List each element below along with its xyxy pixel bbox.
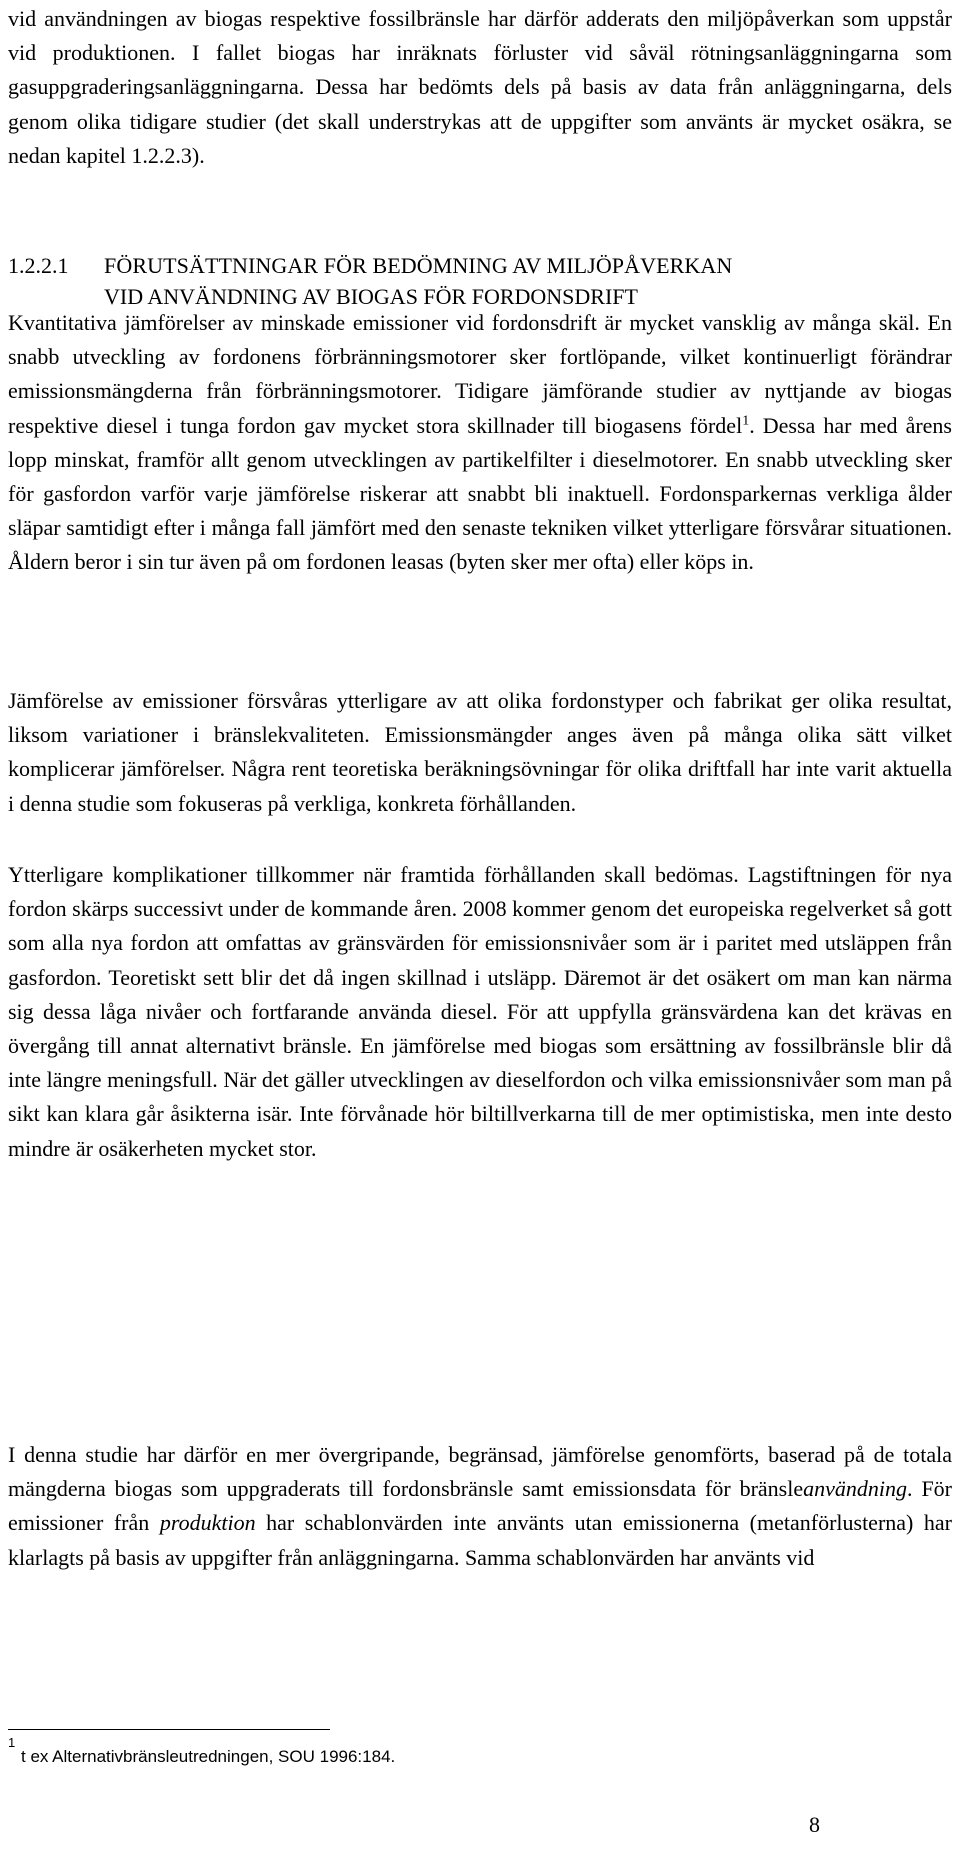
- footnote-text: t ex Alternativbränsleutredningen, SOU 1996:184.: [21, 1747, 396, 1766]
- paragraph-4-text-c: har schablonvärden inte använts utan emissionerna (metanförlusterna) har klarlagts på basis av uppgifter från anläggningarna. Samma schablonvärden har använts vid: [8, 1510, 953, 1570]
- section-title-line-2: VID ANVÄNDNING AV BIOGAS FÖR FORDONSDRIFT: [104, 284, 638, 309]
- paragraph-1-text-a: Kvantitativa jämförelser av minskade emissioner vid fordonsdrift är mycket vansklig av många skäl. En snabb utveckling av fordonens förbränningsmotorer sker fortlöpande, vilket kontinuerligt förändrar emissionsmängderna från förbränningsmotorer. Tidigare jämförande studier av nyttjande av biogas respektive diesel i tunga fordon gav mycket stora skillnader till biogasens fördel: [8, 310, 952, 438]
- paragraph-4-text-a: I denna studie har därför en mer övergripande, begränsad, jämförelse genomförts, baserad på de totala mängderna biogas som uppgraderats till fordonsbränsle samt emissionsdata för bränsle: [8, 1442, 952, 1502]
- section-number: 1.2.2.1: [8, 253, 69, 278]
- paragraph-study-approach: [8, 1438, 952, 1718]
- paragraph-4-emphasis-production: produktion: [159, 1510, 256, 1536]
- paragraph-1-text-b: . Dessa har med årens lopp minskat, framför allt genom utvecklingen av partikelfilter i dieselmotorer. En snabb utveckling sker för gasfordon varför varje jämförelse riskerar att snabbt bli inaktuell. Fordonsparkernas verkliga ålder släpar samtidigt efter i många fall jämfört med den senaste tekniken vilket ytterligare försvårar situationen. Åldern beror i sin tur även på om fordonen leasas (byten sker mer ofta) eller köps in.: [8, 412, 952, 575]
- footnote-reference[interactable]: 1: [742, 413, 750, 429]
- page-number: 8: [809, 1812, 820, 1837]
- section-heading: [8, 250, 952, 312]
- paragraph-vehicle-types: Jämförelse av emissioner försvåras ytterligare av att olika fordonstyper och fabrikat ger olika resultat, liksom variationer i bränslekvaliteten. Emissionsmängder anges även på många olika sätt vilket komplicerar jämförelser. Några rent teoretiska beräkningsövningar för olika driftfall har inte varit aktuella i denna studie som fokuseras på verkliga, konkreta förhållanden.: [8, 688, 952, 816]
- paragraph-4-emphasis-use: användning: [803, 1476, 908, 1502]
- footnote-mark: 1: [8, 1735, 16, 1750]
- paragraph-4-text-b: . För emissioner från: [8, 1476, 952, 1536]
- paragraph-future-conditions: Ytterligare komplikationer tillkommer när framtida förhållanden skall bedömas. Lagstiftningen för nya fordon skärps successivt under de kommande åren. 2008 kommer genom det europeiska regelverket så gott som alla nya fordon att omfattas av gränsvärden för emissionsnivåer som är i paritet med utsläppen från gasfordon. Teoretiskt sett blir det då ingen skillnad i utsläpp. Däremot är det osäkert om man kan närma sig dessa låga nivåer och fortfarande använda diesel. För att uppfylla gränsvärdena kan det krävas en övergång till annat alternativt bränsle. En jämförelse med biogas som ersättning av fossilbränsle blir då inte längre meningsfull. När det gäller utvecklingen av dieselfordon och vilka emissionsnivåer som man på sikt kan klara går åsikterna isär. Inte förvånade hör biltillverkarna till de mer optimistiska, men inte desto mindre är osäkerheten mycket stor.: [8, 862, 952, 1161]
- paragraph-emission-comparisons: [8, 306, 952, 672]
- section-title-line-1: FÖRUTSÄTTNINGAR FÖR BEDÖMNING AV MILJÖPÅVERKAN: [104, 253, 733, 278]
- intro-paragraph: vid användningen av biogas respektive fossilbränsle har därför adderats den miljöpåverkan som uppstår vid produktionen. I fallet biogas har inräknats förluster vid såväl rötningsanläggningarna som gasuppgraderingsanläggningarna. Dessa har bedömts dels på basis av data från anläggningarna, dels genom olika tidigare studier (det skall understrykas att de uppgifter som använts är mycket osäkra, se nedan kapitel 1.2.2.3).: [8, 6, 952, 168]
- footnote-divider: [8, 1729, 330, 1730]
